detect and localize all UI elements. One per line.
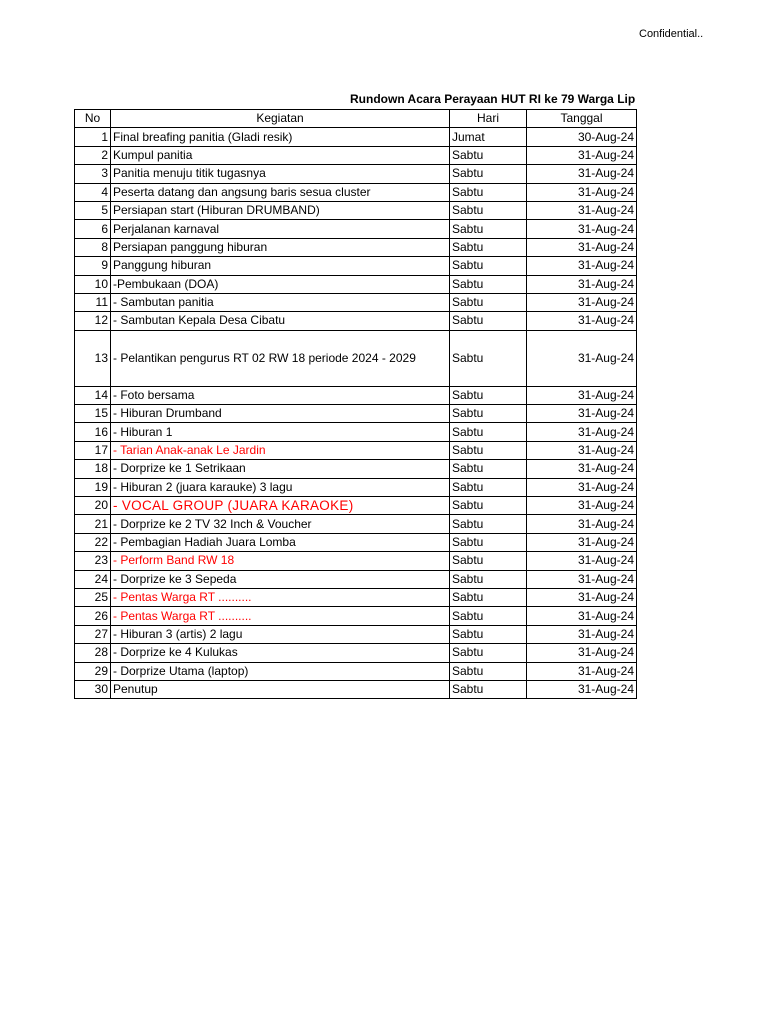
table-row (75, 588, 637, 606)
row-tanggal: 31-Aug-24 (527, 386, 637, 404)
row-kegiatan: - Dorprize Utama (laptop) (111, 662, 450, 680)
table-row (75, 625, 637, 643)
row-kegiatan: Peserta datang dan angsung baris sesua cluster (111, 183, 450, 201)
table-row (75, 128, 637, 146)
row-hari: Sabtu (450, 441, 527, 459)
row-hari: Sabtu (450, 478, 527, 496)
row-number: 25 (75, 588, 111, 606)
row-hari: Sabtu (450, 405, 527, 423)
row-kegiatan: Penutup (111, 680, 450, 698)
row-number: 24 (75, 570, 111, 588)
row-number: 29 (75, 662, 111, 680)
table-row (75, 257, 637, 275)
row-kegiatan: -Pembukaan (DOA) (111, 275, 450, 293)
table-row (75, 607, 637, 625)
row-kegiatan: - Dorprize ke 4 Kulukas (111, 644, 450, 662)
row-hari: Sabtu (450, 607, 527, 625)
row-kegiatan: - Sambutan panitia (111, 293, 450, 311)
row-hari: Sabtu (450, 238, 527, 256)
row-hari: Sabtu (450, 662, 527, 680)
row-number: 2 (75, 146, 111, 164)
row-hari: Sabtu (450, 460, 527, 478)
row-tanggal: 31-Aug-24 (527, 423, 637, 441)
row-number: 30 (75, 680, 111, 698)
row-kegiatan: Persiapan panggung hiburan (111, 238, 450, 256)
table-row (75, 478, 637, 496)
row-kegiatan: - Dorprize ke 3 Sepeda (111, 570, 450, 588)
row-tanggal: 31-Aug-24 (527, 625, 637, 643)
table-row (75, 275, 637, 293)
table-row (75, 662, 637, 680)
table-row (75, 330, 637, 386)
table-row (75, 497, 637, 515)
column-header-no: No (75, 110, 111, 128)
row-number: 1 (75, 128, 111, 146)
row-number: 21 (75, 515, 111, 533)
row-hari: Sabtu (450, 588, 527, 606)
row-number: 16 (75, 423, 111, 441)
row-kegiatan: Panggung hiburan (111, 257, 450, 275)
row-tanggal: 31-Aug-24 (527, 515, 637, 533)
row-number: 23 (75, 552, 111, 570)
row-kegiatan: Perjalanan karnaval (111, 220, 450, 238)
row-hari: Sabtu (450, 515, 527, 533)
row-tanggal: 31-Aug-24 (527, 607, 637, 625)
row-hari: Sabtu (450, 183, 527, 201)
row-number: 12 (75, 312, 111, 330)
row-tanggal: 31-Aug-24 (527, 238, 637, 256)
row-number: 27 (75, 625, 111, 643)
row-number: 8 (75, 238, 111, 256)
row-number: 6 (75, 220, 111, 238)
row-hari: Sabtu (450, 680, 527, 698)
table-header-row (75, 110, 637, 128)
row-kegiatan: - Hiburan 3 (artis) 2 lagu (111, 625, 450, 643)
row-hari: Sabtu (450, 165, 527, 183)
row-number: 13 (75, 330, 111, 386)
row-tanggal: 31-Aug-24 (527, 275, 637, 293)
table-row (75, 386, 637, 404)
row-tanggal: 31-Aug-24 (527, 165, 637, 183)
row-kegiatan: - Tarian Anak-anak Le Jardin (111, 441, 450, 459)
row-hari: Sabtu (450, 533, 527, 551)
row-number: 22 (75, 533, 111, 551)
table-row (75, 165, 637, 183)
row-number: 19 (75, 478, 111, 496)
row-kegiatan: - Hiburan 2 (juara karauke) 3 lagu (111, 478, 450, 496)
row-kegiatan: - Pentas Warga RT .......... (111, 588, 450, 606)
row-kegiatan: - Dorprize ke 2 TV 32 Inch & Voucher (111, 515, 450, 533)
row-number: 11 (75, 293, 111, 311)
row-tanggal: 31-Aug-24 (527, 441, 637, 459)
table-row (75, 680, 637, 698)
document-title: Rundown Acara Perayaan HUT RI ke 79 Warga Lip (350, 92, 636, 106)
table-row (75, 312, 637, 330)
row-hari: Sabtu (450, 275, 527, 293)
row-hari: Sabtu (450, 386, 527, 404)
row-tanggal: 31-Aug-24 (527, 220, 637, 238)
row-kegiatan: - Pelantikan pengurus RT 02 RW 18 periode 2024 - 2029 (111, 330, 450, 386)
row-tanggal: 31-Aug-24 (527, 644, 637, 662)
row-hari: Sabtu (450, 146, 527, 164)
row-kegiatan: - Hiburan Drumband (111, 405, 450, 423)
row-number: 26 (75, 607, 111, 625)
row-number: 10 (75, 275, 111, 293)
rundown-table (74, 109, 637, 699)
row-hari: Sabtu (450, 570, 527, 588)
row-number: 15 (75, 405, 111, 423)
row-hari: Sabtu (450, 423, 527, 441)
row-kegiatan: - Pembagian Hadiah Juara Lomba (111, 533, 450, 551)
row-tanggal: 31-Aug-24 (527, 662, 637, 680)
table-row (75, 293, 637, 311)
row-hari: Sabtu (450, 330, 527, 386)
table-row (75, 238, 637, 256)
row-kegiatan: - Dorprize ke 1 Setrikaan (111, 460, 450, 478)
column-header-hari: Hari (450, 110, 527, 128)
row-kegiatan: Panitia menuju titik tugasnya (111, 165, 450, 183)
row-tanggal: 31-Aug-24 (527, 680, 637, 698)
table-row (75, 552, 637, 570)
table-row (75, 533, 637, 551)
row-tanggal: 31-Aug-24 (527, 552, 637, 570)
column-header-kegiatan: Kegiatan (111, 110, 450, 128)
row-hari: Sabtu (450, 293, 527, 311)
row-tanggal: 31-Aug-24 (527, 183, 637, 201)
row-kegiatan: - Hiburan 1 (111, 423, 450, 441)
row-hari: Sabtu (450, 257, 527, 275)
row-number: 3 (75, 165, 111, 183)
row-tanggal: 31-Aug-24 (527, 330, 637, 386)
row-hari: Sabtu (450, 552, 527, 570)
table-row (75, 460, 637, 478)
row-tanggal: 31-Aug-24 (527, 293, 637, 311)
row-hari: Jumat (450, 128, 527, 146)
table-row (75, 183, 637, 201)
column-header-tanggal: Tanggal (527, 110, 637, 128)
row-kegiatan: - Perform Band RW 18 (111, 552, 450, 570)
row-tanggal: 31-Aug-24 (527, 201, 637, 219)
row-hari: Sabtu (450, 497, 527, 515)
row-hari: Sabtu (450, 625, 527, 643)
row-tanggal: 31-Aug-24 (527, 588, 637, 606)
row-kegiatan: - Sambutan Kepala Desa Cibatu (111, 312, 450, 330)
table-row (75, 441, 637, 459)
row-number: 9 (75, 257, 111, 275)
table-row (75, 570, 637, 588)
row-kegiatan: Kumpul panitia (111, 146, 450, 164)
table-row (75, 644, 637, 662)
table-row (75, 515, 637, 533)
row-tanggal: 31-Aug-24 (527, 497, 637, 515)
table-row (75, 405, 637, 423)
table-row (75, 220, 637, 238)
row-hari: Sabtu (450, 644, 527, 662)
row-tanggal: 30-Aug-24 (527, 128, 637, 146)
row-number: 17 (75, 441, 111, 459)
row-hari: Sabtu (450, 201, 527, 219)
table-row (75, 201, 637, 219)
row-tanggal: 31-Aug-24 (527, 312, 637, 330)
table-row (75, 146, 637, 164)
row-hari: Sabtu (450, 220, 527, 238)
row-number: 14 (75, 386, 111, 404)
row-tanggal: 31-Aug-24 (527, 257, 637, 275)
row-kegiatan: - Foto bersama (111, 386, 450, 404)
row-hari: Sabtu (450, 312, 527, 330)
row-number: 18 (75, 460, 111, 478)
row-kegiatan: Final breafing panitia (Gladi resik) (111, 128, 450, 146)
row-tanggal: 31-Aug-24 (527, 478, 637, 496)
row-kegiatan: - VOCAL GROUP (JUARA KARAOKE) (111, 497, 450, 515)
row-number: 5 (75, 201, 111, 219)
row-number: 28 (75, 644, 111, 662)
table-row (75, 423, 637, 441)
row-tanggal: 31-Aug-24 (527, 570, 637, 588)
row-tanggal: 31-Aug-24 (527, 405, 637, 423)
row-number: 4 (75, 183, 111, 201)
confidential-label: Confidential.. (639, 28, 704, 40)
row-tanggal: 31-Aug-24 (527, 460, 637, 478)
row-kegiatan: Persiapan start (Hiburan DRUMBAND) (111, 201, 450, 219)
row-tanggal: 31-Aug-24 (527, 146, 637, 164)
row-tanggal: 31-Aug-24 (527, 533, 637, 551)
row-number: 20 (75, 497, 111, 515)
row-kegiatan: - Pentas Warga RT .......... (111, 607, 450, 625)
